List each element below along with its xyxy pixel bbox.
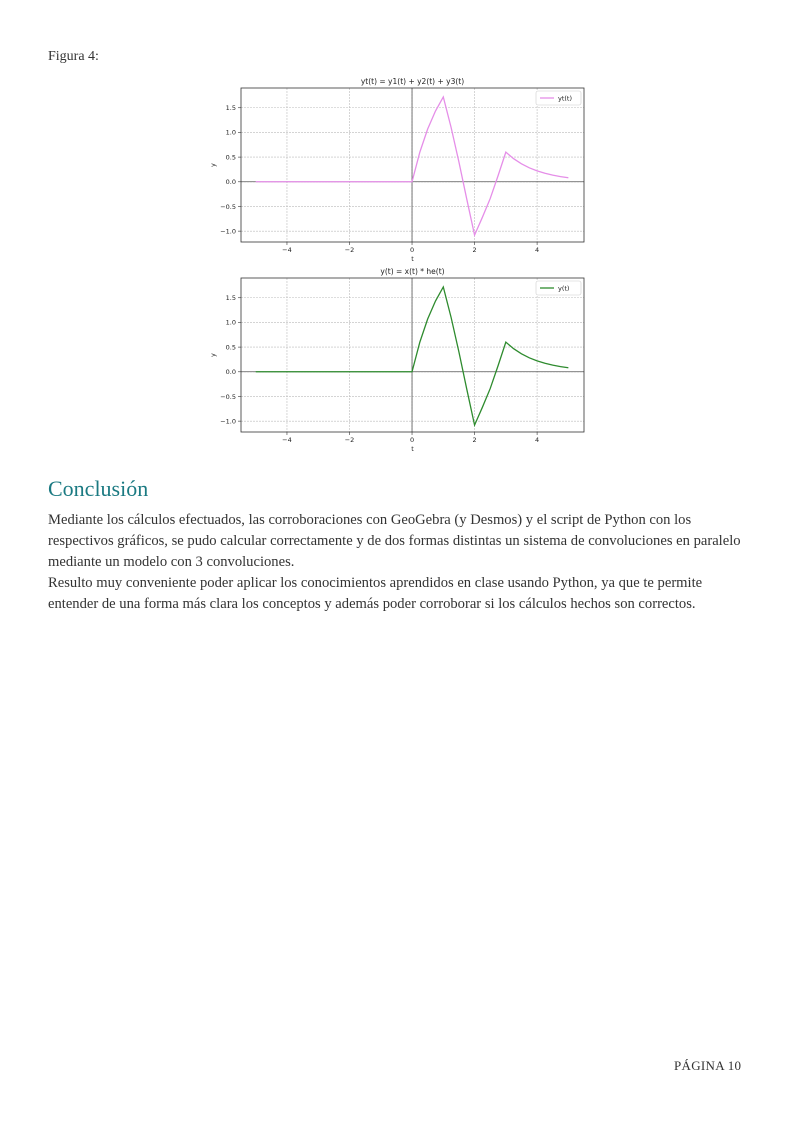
x-tick-label: 4 bbox=[535, 436, 540, 444]
y-tick-label: 0.0 bbox=[225, 368, 236, 377]
y-tick-label: 1.0 bbox=[225, 128, 236, 137]
x-tick-label: 0 bbox=[409, 246, 415, 254]
x-tick-label: −2 bbox=[344, 246, 355, 254]
page-number: PÁGINA 10 bbox=[674, 1058, 742, 1073]
y-tick-label: 0.5 bbox=[225, 153, 236, 162]
paragraph-2: Resulto muy conveniente poder aplicar los conocimientos aprendidos en clase usando Python, ya que te permite entender de una forma más clara los conceptos y además poder corroborar si los cálculos hechos son correctos. bbox=[48, 575, 703, 612]
section-heading: Conclusión bbox=[48, 476, 149, 501]
x-tick-label: 2 bbox=[472, 436, 477, 444]
chart-title: yt(t) = y1(t) + y2(t) + y3(t) bbox=[360, 77, 465, 86]
plot-frame bbox=[241, 278, 584, 432]
y-tick-label: 0.0 bbox=[225, 178, 236, 187]
x-tick-label: −2 bbox=[344, 436, 355, 444]
x-axis-label: t bbox=[411, 445, 414, 453]
x-axis-label: t bbox=[411, 255, 414, 263]
y-tick-label: 0.5 bbox=[225, 343, 236, 352]
y-axis-label: y bbox=[209, 163, 217, 167]
x-tick-label: 2 bbox=[472, 246, 477, 254]
chart-yt bbox=[195, 75, 595, 265]
x-tick-label: −4 bbox=[282, 246, 292, 254]
y-tick-label: 1.0 bbox=[225, 318, 236, 327]
paragraph-1: Mediante los cálculos efectuados, las corroboraciones con GeoGebra (y Desmos) y el script de Python con los respectivos gráficos, se pudo calcular correctamente y de dos formas distintas un sistema de convoluciones en paralelo mediante un modelo con 3 convoluciones. bbox=[48, 512, 741, 570]
x-tick-label: −4 bbox=[282, 436, 292, 444]
chart-y bbox=[195, 265, 595, 455]
y-axis-label: y bbox=[209, 353, 217, 357]
y-tick-label: −1.0 bbox=[220, 227, 236, 236]
x-tick-label: 0 bbox=[409, 436, 415, 444]
y-tick-label: 1.5 bbox=[225, 104, 236, 113]
plot-frame bbox=[241, 88, 584, 242]
y-tick-label: 1.5 bbox=[225, 294, 236, 303]
legend-label: y(t) bbox=[558, 284, 570, 293]
y-tick-label: −1.0 bbox=[220, 417, 236, 426]
figure-caption: Figura 4: bbox=[48, 49, 99, 64]
x-tick-label: 4 bbox=[535, 246, 540, 254]
chart-title: y(t) = x(t) * he(t) bbox=[380, 267, 445, 276]
y-tick-label: −0.5 bbox=[220, 392, 236, 401]
y-tick-label: −0.5 bbox=[220, 202, 236, 211]
legend-label: yt(t) bbox=[558, 94, 573, 103]
